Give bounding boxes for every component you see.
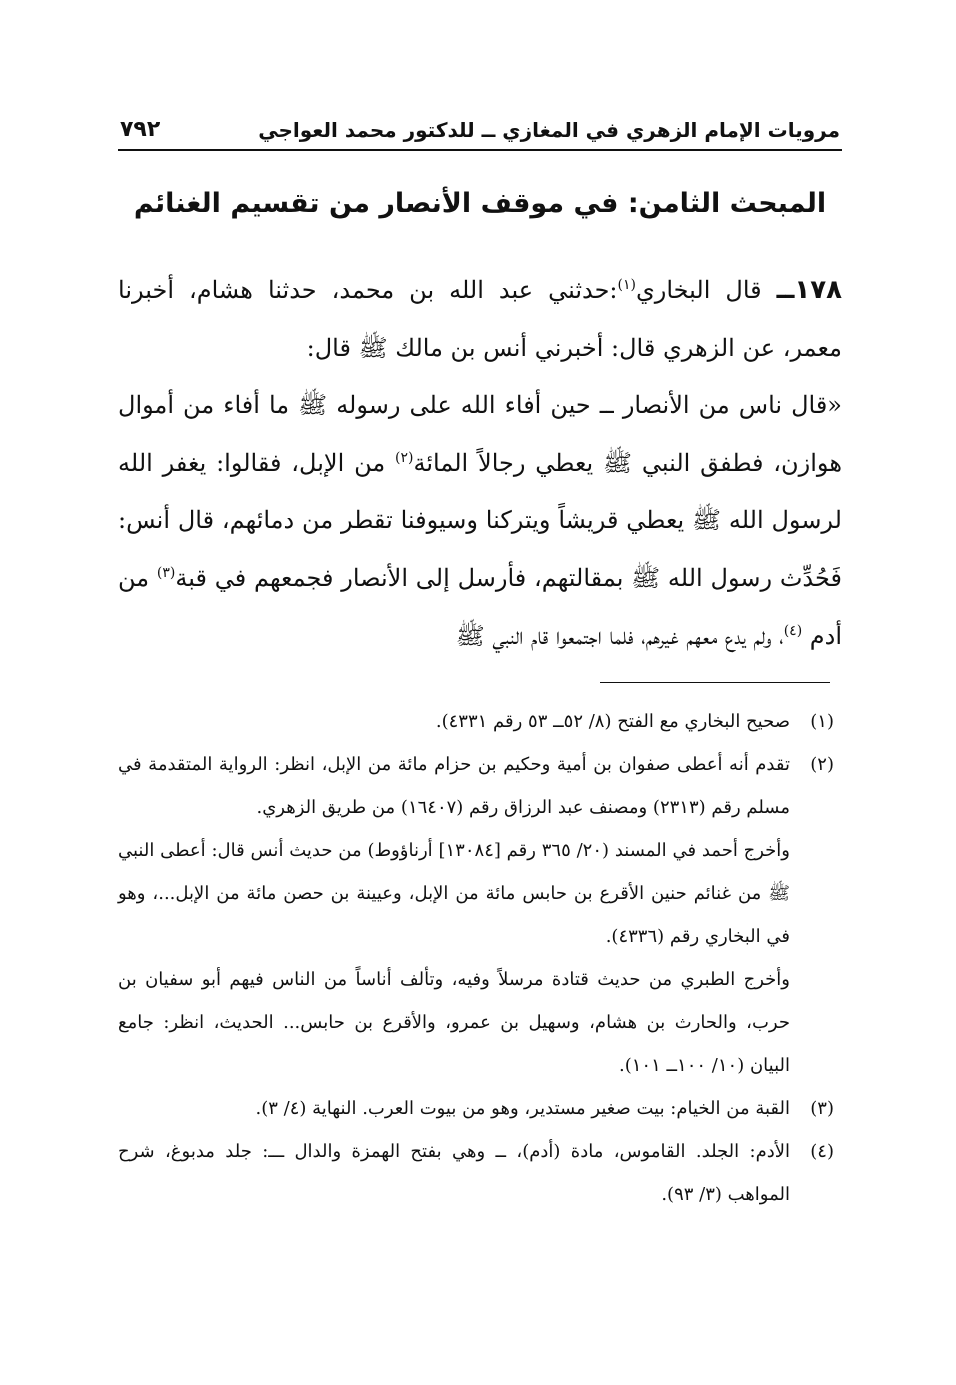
section-title: المبحث الثامن: في موقف الأنصار من تقسيم الغنائم bbox=[133, 188, 827, 219]
footnote-2 bbox=[118, 743, 842, 1087]
header-rule bbox=[118, 149, 842, 151]
running-head bbox=[120, 112, 840, 148]
footnote-ref: (١) bbox=[617, 277, 636, 293]
text-span: :حدثني عبد الله بن محمد، حدثنا هشام، أخبرنا معمر، عن الزهري قال: أخبرني أنس بن مالك ﷺ قال: bbox=[118, 276, 842, 362]
footnote-number: (٤) bbox=[810, 1141, 834, 1162]
text-span: من الإبل، فقالوا: يغفر الله لرسول الله ﷺ يعطي قريشاً ويتركنا وسيوفنا تقطر من دمائهم، قال أنس: فَحُدِّث رسول الله ﷺ بمقالتهم، فأرسل إلى الأنصار فجمعهم في قبة bbox=[118, 448, 842, 592]
footnote-text: صحيح البخاري مع الفتح (٨/ ٥٢ــ ٥٣ رقم ٤٣٣١). bbox=[435, 711, 790, 732]
hadith-text-paragraph bbox=[118, 377, 842, 665]
footnote-4 bbox=[118, 1130, 842, 1216]
main-text bbox=[118, 262, 842, 665]
footnote-text: تقدم أنه أعطى صفوان بن أمية وحكيم بن حزام مائة من الإبل، انظر: الرواية المتقدمة في مسلم رقم (٢٣١٣) ومصنف عبد الرزاق رقم (١٦٤٠٧) من طريق الزهري. bbox=[118, 754, 790, 818]
footnote-ref: (٤) bbox=[783, 622, 803, 639]
hadith-intro-paragraph bbox=[118, 262, 842, 377]
text-span: قال البخاري bbox=[635, 276, 777, 304]
text-span: ، ولم يدع معهم غيرهم، فلما اجتمعوا قام النبي ﷺ bbox=[455, 621, 784, 650]
footnote-text: وأخرج أحمد في المسند (٢٠/ ٣٦٥ رقم [١٣٠٨٤] أرناؤوط) من حديث أنس قال: أعطى النبي ﷺ من غنائم حنين الأقرع بن حابس مائة من الإبل، وعيينة بن حصن مائة من الإبل...، وهو في البخاري رقم (٤٣٣٦). bbox=[118, 840, 791, 947]
footnote-text: وأخرج الطبري من حديث قتادة مرسلاً وفيه، وتألف أناساً من الناس فيهم أبو سفيان بن حرب، والحارث بن هشام، وسهيل بن عمرو، والأقرع بن حابس... الحديث، انظر: جامع البيان (١٠/ ١٠٠ــ ١٠١). bbox=[118, 969, 790, 1076]
page-number: ٧٩٢ bbox=[120, 117, 161, 142]
footnote-number: (٢) bbox=[810, 754, 834, 775]
footnote-text: الأدم: الجلد. القاموس، مادة (أدم)، ــ وهي بفتح الهمزة والدال ـــ: جلد مدبوغ، شرح المواهب (٣/ ٩٣). bbox=[118, 1141, 790, 1205]
footnote-text: القبة من الخيام: بيت صغير مستدير، وهو من بيوت العرب. النهاية (٤/ ٣). bbox=[255, 1098, 790, 1119]
footnote-ref: (٢) bbox=[395, 449, 414, 466]
text-span: «قال ناس من الأنصار ــ حين أفاء الله على رسوله ﷺ ما أفاء من أموال هوازن، فطفق النبي ﷺ يعطي رجالاً المائة bbox=[118, 391, 842, 477]
footnote-3 bbox=[118, 1087, 842, 1130]
footnote-1 bbox=[118, 700, 842, 743]
hadith-number: ١٧٨ــ bbox=[776, 275, 842, 305]
footnote-number: (٣) bbox=[810, 1098, 834, 1119]
running-head-title: مرويات الإمام الزهري في المغازي ــ للدكتور محمد العواجي bbox=[258, 118, 840, 142]
text-span: من أدم bbox=[118, 563, 842, 650]
footnote-separator bbox=[600, 682, 830, 683]
footnotes bbox=[118, 700, 842, 1216]
footnote-ref: (٣) bbox=[156, 564, 176, 581]
footnote-number: (١) bbox=[810, 711, 834, 732]
